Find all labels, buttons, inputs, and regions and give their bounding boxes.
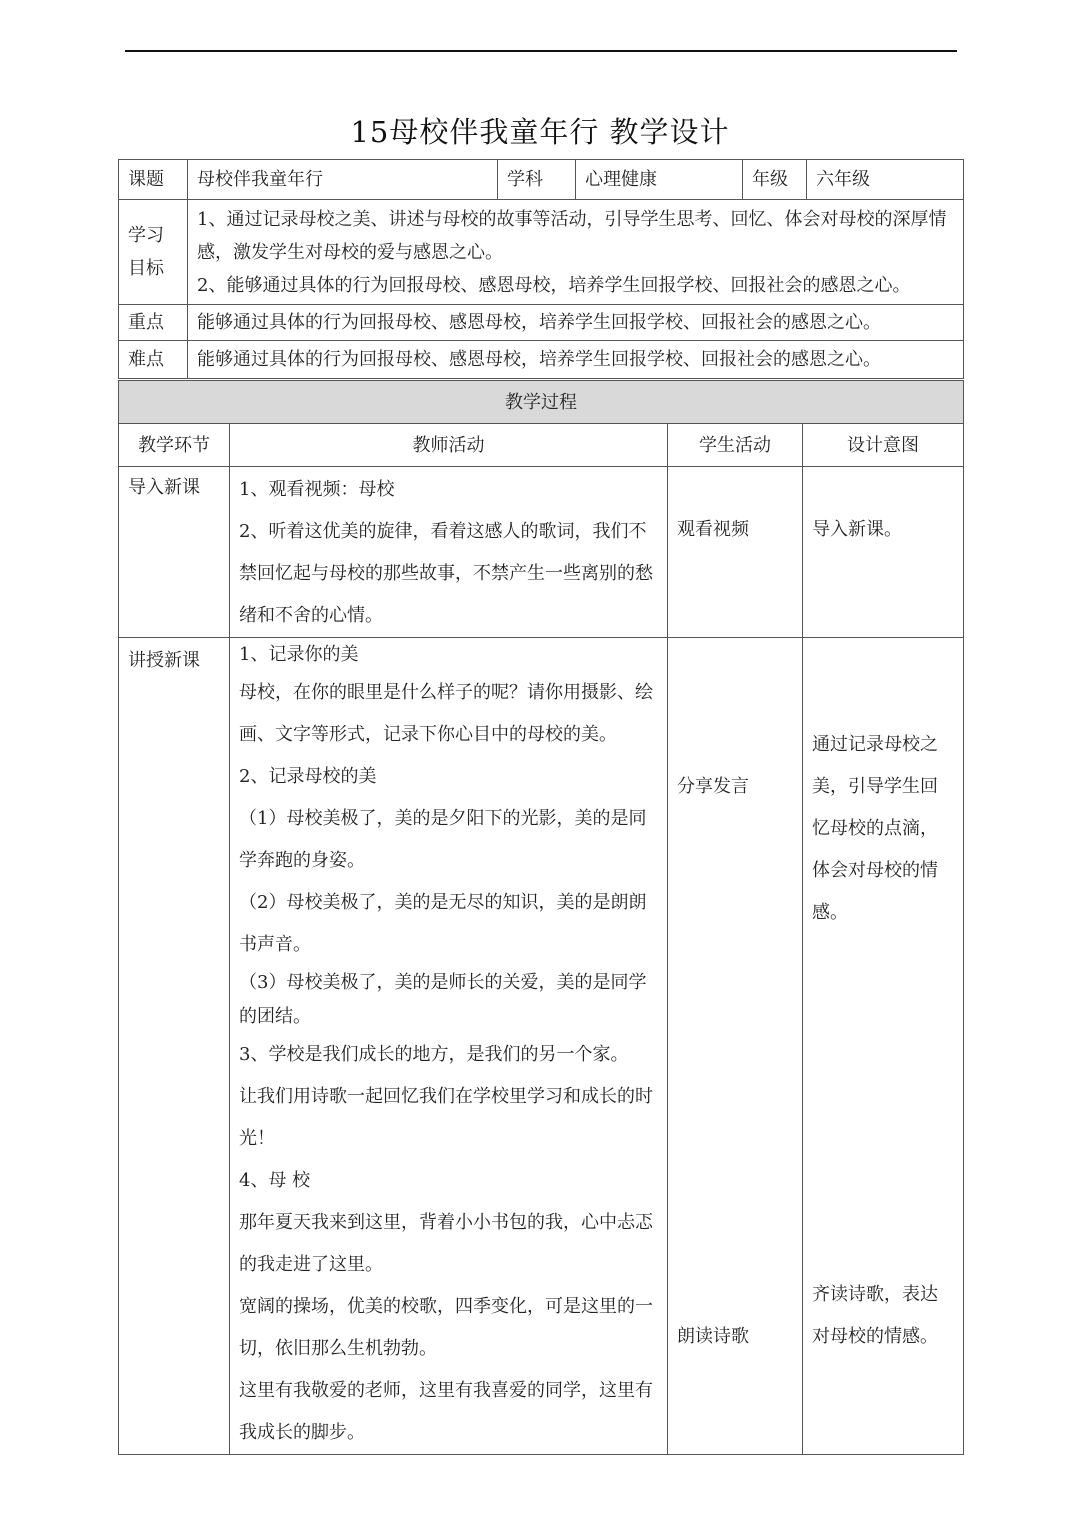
objectives-label-line-2: 目标 bbox=[128, 258, 164, 279]
teaching-process-table bbox=[118, 380, 964, 1455]
lecture-teacher-p5: （2）母校美极了，美的是无尽的知识，美的是朗朗书声音。 bbox=[239, 892, 647, 955]
lecture-teacher bbox=[230, 638, 668, 1455]
key-point-label: 重点 bbox=[119, 305, 188, 341]
lecture-teacher-p11: 宽阔的操场，优美的校歌，四季变化，可是这里的一切，依旧那么生机勃勃。 bbox=[239, 1296, 653, 1359]
subject-label: 学科 bbox=[498, 160, 576, 200]
page-title: 15母校伴我童年行 教学设计 bbox=[350, 115, 730, 149]
header-stage: 教学环节 bbox=[119, 424, 230, 467]
lecture-teacher-p10: 那年夏天我来到这里，背着小小书包的我，心中忐忑的我走进了这里。 bbox=[239, 1212, 653, 1275]
intro-stage: 导入新课 bbox=[119, 467, 230, 638]
intro-teacher bbox=[230, 467, 668, 638]
intro-teacher-p2: 2、听着这优美的旋律，看着这感人的歌词，我们不禁回忆起与母校的那些故事，不禁产生一些离别的愁绪和不舍的心情。 bbox=[239, 521, 653, 626]
difficulty-row bbox=[119, 341, 964, 379]
key-point-row bbox=[119, 305, 964, 341]
grade-label: 年级 bbox=[743, 160, 807, 200]
objective-1: 1、通过记录母校之美、讲述与母校的故事等活动，引导学生思考、回忆、体会对母校的深厚情感，激发学生对母校的爱与感恩之心。 bbox=[197, 208, 947, 263]
lecture-teacher-p3: 2、记录母校的美 bbox=[239, 766, 377, 787]
process-band-row bbox=[119, 381, 964, 424]
lecture-intent-1: 通过记录母校之美，引导学生回忆母校的点滴，体会对母校的情感。 bbox=[812, 734, 938, 923]
lecture-student-recite: 朗读诗歌 bbox=[677, 1326, 749, 1347]
lecture-teacher-p7: 3、学校是我们成长的地方，是我们的另一个家。 bbox=[239, 1044, 629, 1065]
lecture-stage: 讲授新课 bbox=[119, 638, 230, 1455]
objectives-label bbox=[119, 200, 188, 305]
lecture-teacher-p8: 让我们用诗歌一起回忆我们在学校里学习和成长的时光！ bbox=[239, 1086, 653, 1149]
objective-2: 2、能够通过具体的行为回报母校、感恩母校，培养学生回报学校、回报社会的感恩之心。 bbox=[197, 274, 911, 296]
difficulty-value: 能够通过具体的行为回报母校、感恩母校，培养学生回报学校、回报社会的感恩之心。 bbox=[188, 341, 964, 379]
lesson-info-table bbox=[118, 159, 964, 379]
course-label: 课题 bbox=[119, 160, 188, 200]
header-intent: 设计意图 bbox=[803, 424, 964, 467]
lecture-teacher-p12: 这里有我敬爱的老师，这里有我喜爱的同学，这里有我成长的脚步。 bbox=[239, 1380, 653, 1443]
intro-student: 观看视频 bbox=[668, 467, 803, 638]
objectives-label-line-1: 学习 bbox=[128, 225, 164, 246]
lecture-teacher-p4: （1）母校美极了，美的是夕阳下的光影，美的是同学奔跑的身姿。 bbox=[239, 808, 647, 871]
header-student: 学生活动 bbox=[668, 424, 803, 467]
key-point-value: 能够通过具体的行为回报母校、感恩母校，培养学生回报学校、回报社会的感恩之心。 bbox=[188, 305, 964, 341]
lecture-row bbox=[119, 638, 964, 1455]
lecture-teacher-p1: 1、记录你的美 bbox=[239, 644, 359, 665]
lecture-student-share: 分享发言 bbox=[677, 776, 749, 797]
objectives-row bbox=[119, 200, 964, 305]
intro-teacher-p1: 1、观看视频：母校 bbox=[239, 479, 395, 500]
lecture-teacher-p9: 4、母 校 bbox=[239, 1170, 311, 1191]
course-value: 母校伴我童年行 bbox=[188, 160, 498, 200]
subject-value: 心理健康 bbox=[576, 160, 743, 200]
lecture-teacher-p6: （3）母校美极了，美的是师长的关爱，美的是同学的团结。 bbox=[239, 972, 647, 1027]
header-rule bbox=[125, 50, 957, 52]
header-teacher: 教师活动 bbox=[230, 424, 668, 467]
course-row bbox=[119, 160, 964, 200]
lecture-student bbox=[668, 638, 803, 1455]
process-header-row bbox=[119, 424, 964, 467]
grade-value: 六年级 bbox=[807, 160, 964, 200]
lecture-intent-2: 齐读诗歌，表达对母校的情感。 bbox=[812, 1284, 938, 1347]
intro-intent: 导入新课。 bbox=[803, 467, 964, 638]
objectives-value bbox=[188, 200, 964, 305]
difficulty-label: 难点 bbox=[119, 341, 188, 379]
intro-row bbox=[119, 467, 964, 638]
process-band: 教学过程 bbox=[119, 381, 964, 424]
lecture-teacher-p2: 母校，在你的眼里是什么样子的呢？请你用摄影、绘画、文字等形式，记录下你心目中的母校的美。 bbox=[239, 682, 653, 745]
lecture-intent bbox=[803, 638, 964, 1455]
